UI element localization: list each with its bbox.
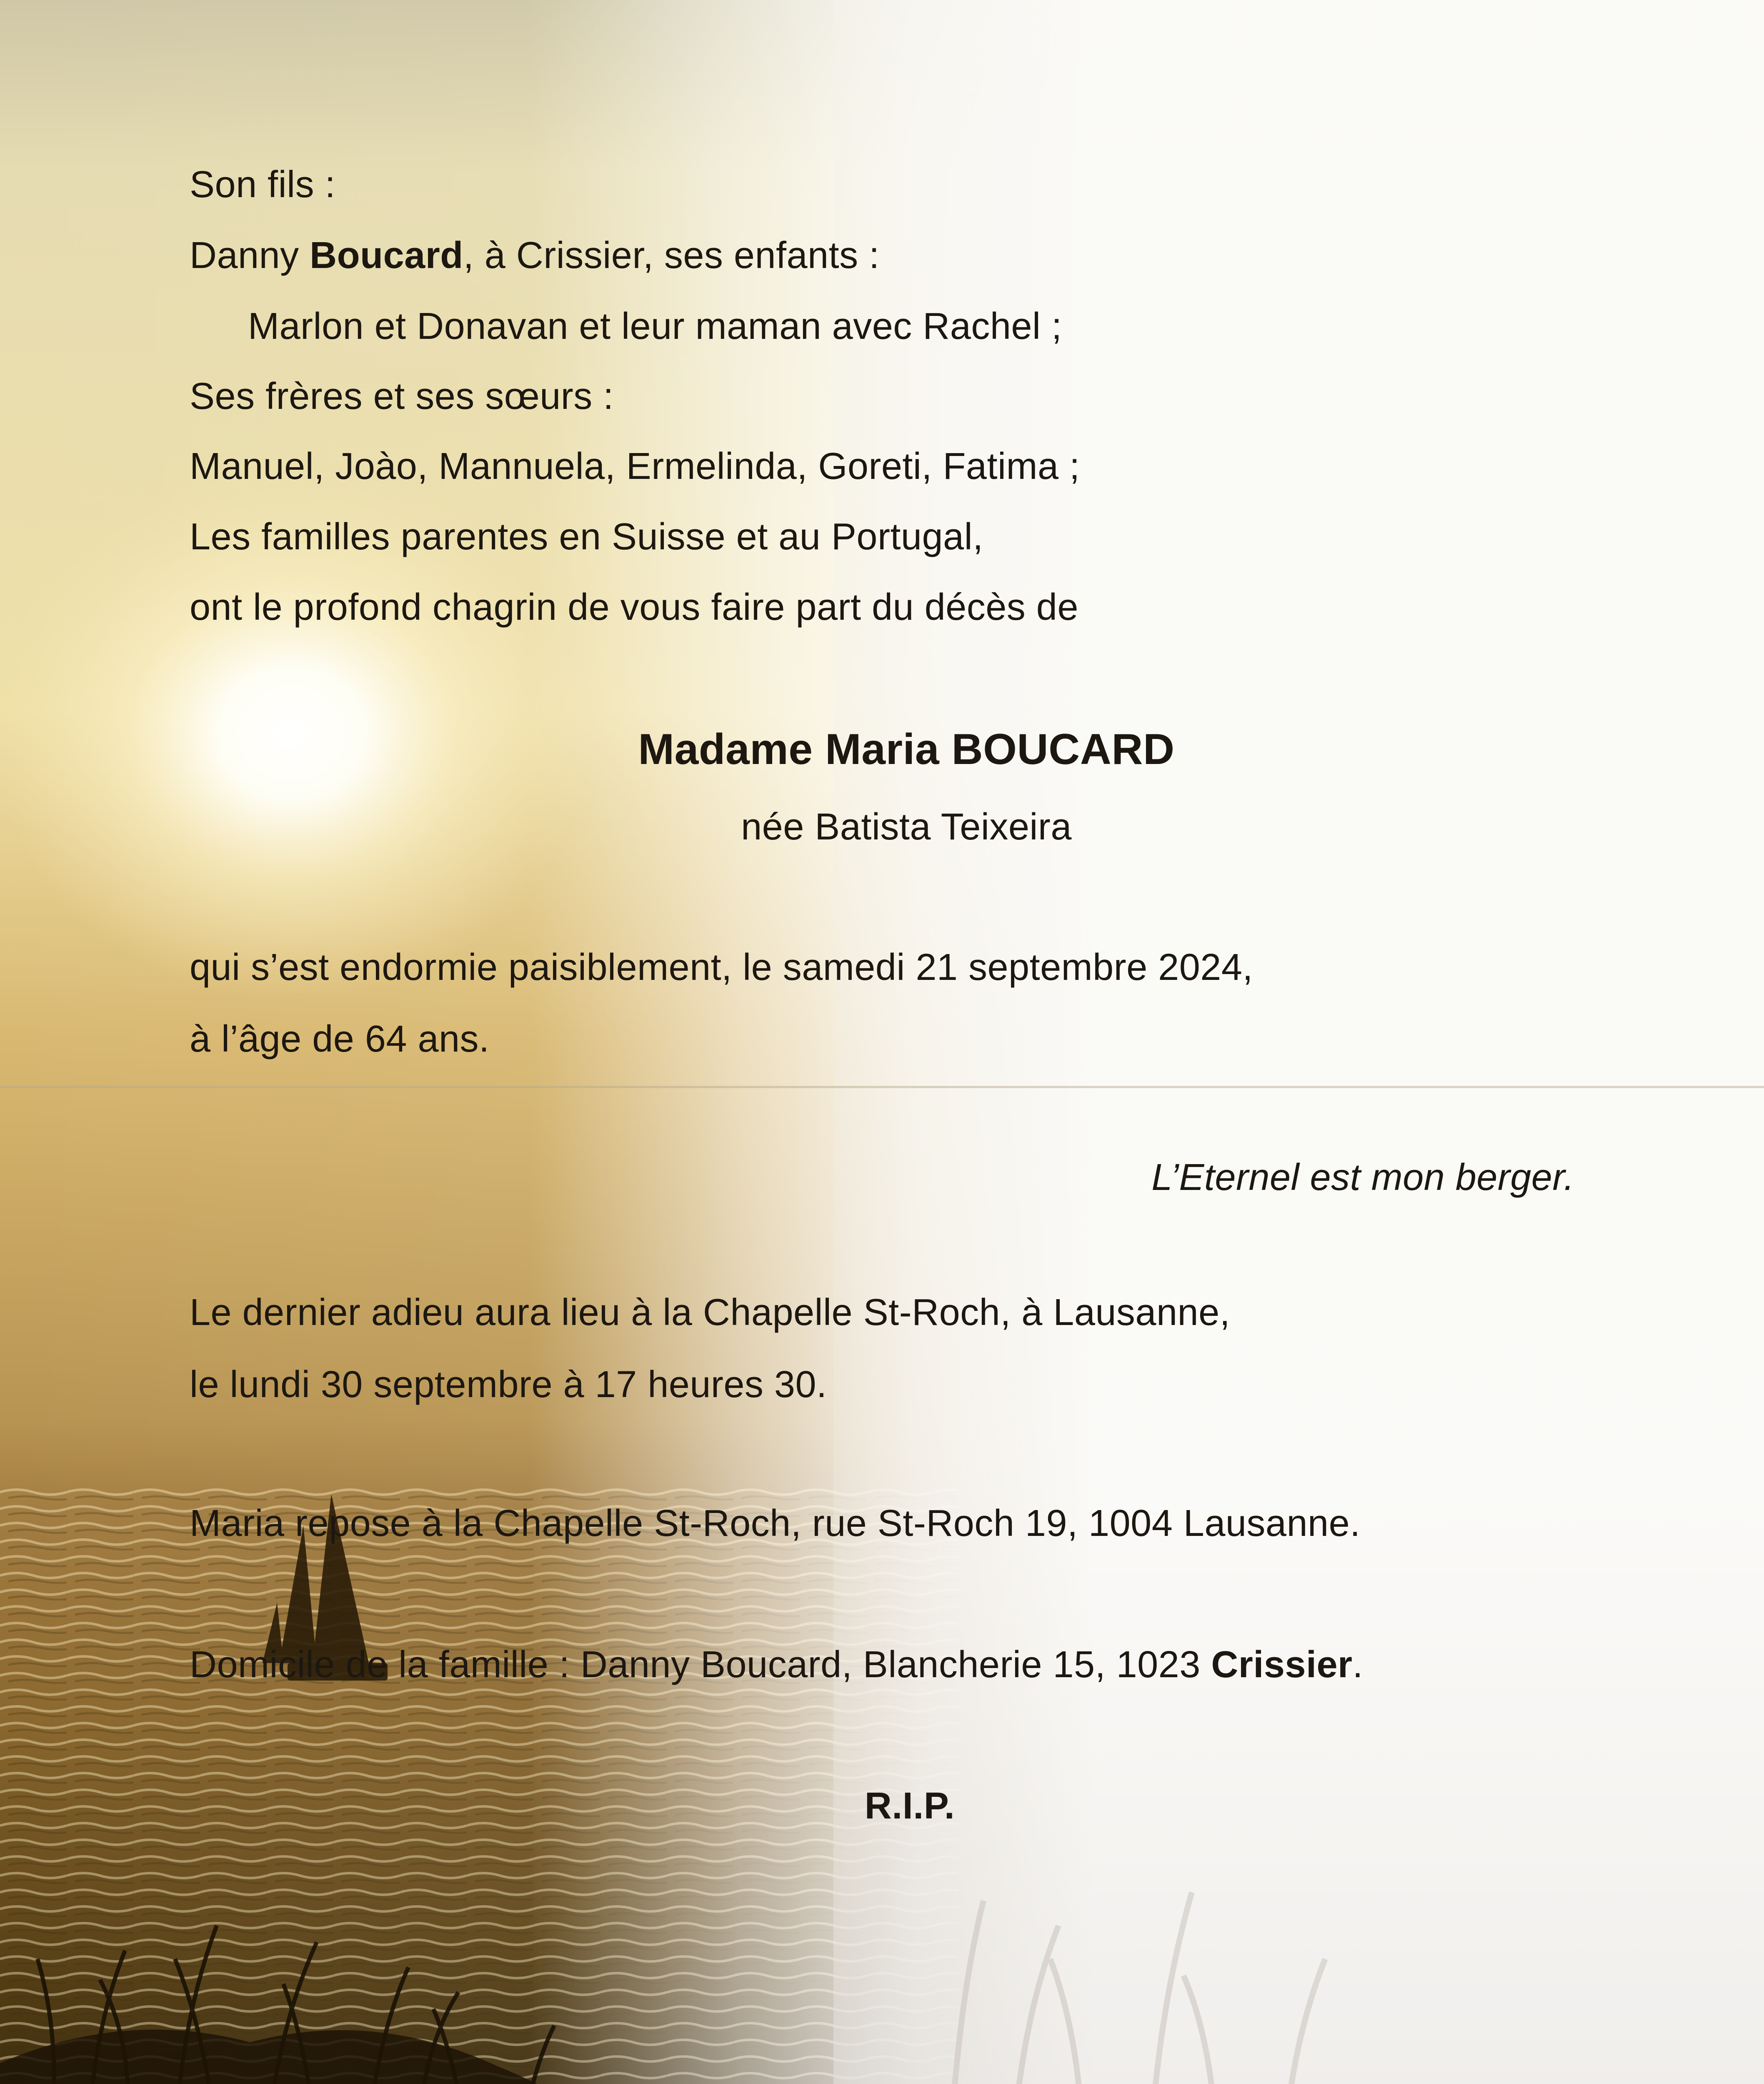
relatives-line: Les familles parentes en Suisse et au Portugal, [190,516,983,558]
domicile-end: . [1352,1644,1364,1686]
death-line-1: qui s’est endormie paisiblement, le samedi 21 septembre 2024, [190,947,1253,988]
domicile-town: Crissier [1211,1644,1353,1686]
resting-place: Maria repose à la Chapelle St-Roch, rue St-Roch 19, 1004 Lausanne. [190,1503,1361,1544]
siblings-list: Manuel, Joào, Mannuela, Ermelinda, Goreti, Fatima ; [190,446,1080,487]
son-first-name: Danny [190,235,299,276]
ceremony-line-2: le lundi 30 septembre à 17 heures 30. [190,1364,827,1405]
son-line-rest: , à Crissier, ses enfants : [463,235,880,276]
closing-rip: R.I.P. [864,1785,955,1827]
maiden-name: née Batista Teixeira [741,806,1072,848]
domicile-text: Domicile de la famille : Danny Boucard, Blancherie 15, 1023 [190,1644,1211,1686]
deceased-name: Madame Maria BOUCARD [638,725,1175,774]
son-heading: Son fils : [190,164,336,205]
ceremony-line-1: Le dernier adieu aura lieu à la Chapelle St-Roch, à Lausanne, [190,1292,1231,1333]
son-line [190,237,880,274]
verse: L’Eternel est mon berger. [1151,1157,1574,1198]
domicile-line [190,1644,1364,1686]
announcement-line: ont le profond chagrin de vous faire part du décès de [190,586,1078,628]
son-surname: Boucard [310,235,463,276]
grandchildren-line: Marlon et Donavan et leur maman avec Rachel ; [248,306,1062,347]
death-line-2: à l’âge de 64 ans. [190,1018,490,1060]
siblings-heading: Ses frères et ses sœurs : [190,376,614,417]
